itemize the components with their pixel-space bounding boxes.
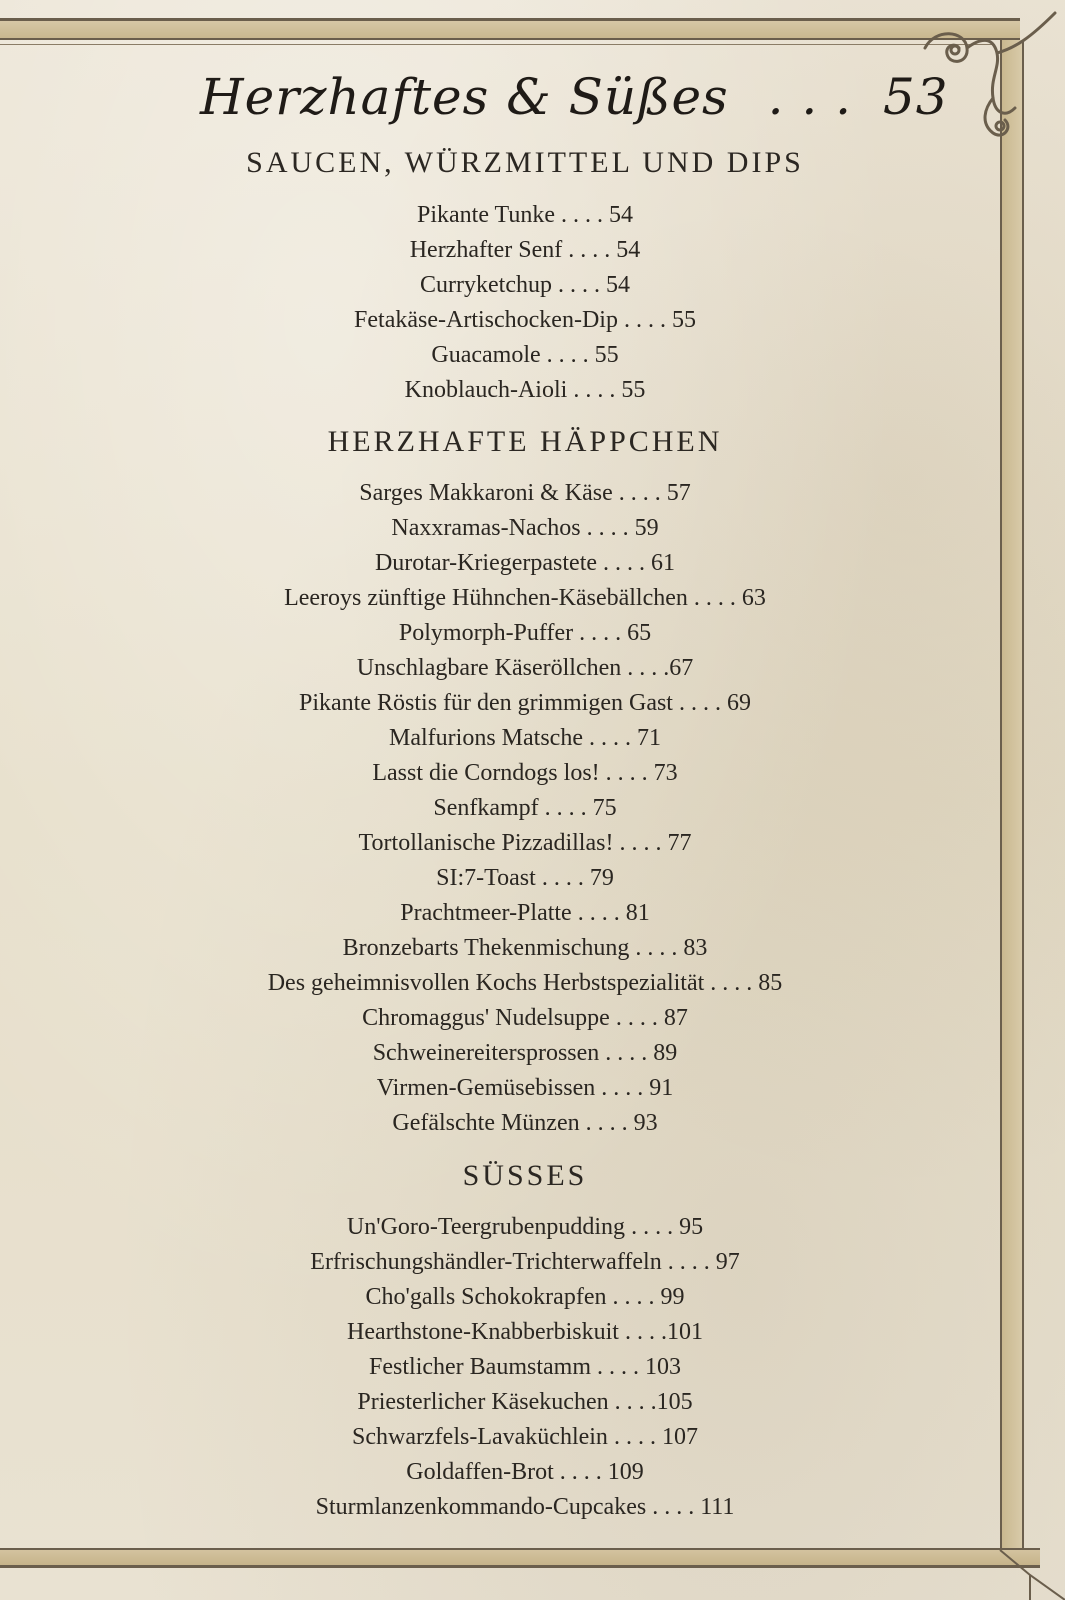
toc-entry-label: Malfurions Matsche <box>389 725 583 751</box>
toc-entry-label: Chromaggus' Nudelsuppe <box>362 1005 610 1031</box>
toc-entry-label: Hearthstone-Knabberbiskuit <box>347 1319 619 1345</box>
toc-entry-label: Sturmlanzenkommando-Cupcakes <box>315 1494 647 1520</box>
toc-entry[interactable] <box>0 1211 1050 1243</box>
toc-entry-separator: . . . . <box>538 795 593 821</box>
toc-entry[interactable] <box>0 792 1050 824</box>
toc-entry[interactable] <box>0 374 1050 406</box>
toc-entry-label: Erfrischungshändler-Trichterwaffeln <box>310 1249 662 1275</box>
toc-entry[interactable] <box>0 547 1050 579</box>
toc-entry-page: 81 <box>625 900 650 926</box>
toc-entry[interactable] <box>0 234 1050 266</box>
toc-entry[interactable] <box>0 199 1050 231</box>
toc-entry-label: SI:7-Toast <box>436 865 536 891</box>
toc-entry-page: 97 <box>715 1249 740 1275</box>
toc-entry-label: Cho'galls Schokokrapfen <box>365 1284 607 1310</box>
toc-entry-separator: . . . . <box>599 1040 654 1066</box>
toc-entry-separator: . . . . <box>582 725 637 751</box>
toc-entry-label: Knoblauch-Aioli <box>404 377 568 403</box>
toc-entry-label: Virmen-Gemüsebissen <box>376 1075 596 1101</box>
toc-entry-label: Festlicher Baumstamm <box>369 1354 591 1380</box>
toc-entry[interactable] <box>0 967 1050 999</box>
toc-entry-separator: . . . . <box>617 307 672 333</box>
toc-entry[interactable] <box>0 1351 1050 1383</box>
toc-entry-page: 55 <box>671 307 696 333</box>
toc-entry-separator: . . . . <box>555 202 610 228</box>
toc-entry-page: 107 <box>661 1424 698 1450</box>
toc-entry[interactable] <box>0 757 1050 789</box>
toc-entry[interactable] <box>0 1037 1050 1069</box>
toc-entry[interactable] <box>0 1072 1050 1104</box>
toc-entry-separator: . . . . <box>629 935 684 961</box>
toc-entry-label: Fetakäse-Artischocken-Dip <box>354 307 618 333</box>
toc-entry-separator: . . . . <box>562 237 617 263</box>
toc-entry-label: Sarges Makkaroni & Käse <box>359 480 613 506</box>
chapter-title-text: Herzhaftes & Süßes <box>200 68 729 126</box>
frame-bottom-border <box>0 1548 1040 1568</box>
toc-entry-label: Lasst die Corndogs los! <box>372 760 600 786</box>
toc-entry-separator: . . . . <box>553 1459 608 1485</box>
toc-entry-label: Polymorph-Puffer <box>398 620 574 646</box>
toc-entry[interactable] <box>0 269 1050 301</box>
toc-entry-page: 95 <box>679 1214 704 1240</box>
chapter-title <box>200 62 949 132</box>
toc-entry-separator: . . . . <box>540 342 595 368</box>
toc-entry-page: 65 <box>627 620 652 646</box>
section-heading: SÜSSES <box>462 1159 588 1192</box>
toc-entry-label: Senfkampf <box>433 795 539 821</box>
toc-entry[interactable] <box>0 1456 1050 1488</box>
toc-entry-separator: . . . . <box>672 690 727 716</box>
chapter-title-page: 53 <box>882 68 949 126</box>
toc-entry-page: 111 <box>700 1494 735 1520</box>
toc-entry-page: 57 <box>666 480 691 506</box>
toc-entry-separator: . . . . <box>609 1005 664 1031</box>
toc-entry-separator: . . . . <box>608 1389 657 1415</box>
toc-entry[interactable] <box>0 617 1050 649</box>
toc-entry-label: Des geheimnisvollen Kochs Herbstspezialität <box>267 970 705 996</box>
toc-entry-page: 54 <box>609 202 634 228</box>
toc-entry-separator: . . . . <box>535 865 590 891</box>
toc-entry-label: Schweinereitersprossen <box>372 1040 600 1066</box>
toc-entry-separator: . . . . <box>625 1214 680 1240</box>
toc-entry-label: Tortollanische Pizzadillas! <box>358 830 614 856</box>
toc-entry-separator: . . . . <box>606 1284 661 1310</box>
toc-entry-page: 71 <box>636 725 661 751</box>
toc-entry-page: 103 <box>644 1354 681 1380</box>
toc-entry-label: Schwarzfels-Lavaküchlein <box>352 1424 608 1450</box>
toc-entry[interactable] <box>0 862 1050 894</box>
toc-entry[interactable] <box>0 582 1050 614</box>
toc-entry-label: Prachtmeer-Platte <box>400 900 572 926</box>
toc-entry-separator: . . . . <box>573 620 628 646</box>
toc-entry[interactable] <box>0 1281 1050 1313</box>
toc-entry-separator: . . . . <box>551 272 606 298</box>
toc-entry-label: Goldaffen-Brot <box>406 1459 554 1485</box>
toc-entry-separator: . . . . <box>704 970 759 996</box>
toc-entry-label: Guacamole <box>431 342 541 368</box>
frame-top-border <box>0 18 1020 40</box>
toc-entry-page: 91 <box>649 1075 674 1101</box>
toc-entry-page: 61 <box>651 550 676 576</box>
toc-entry-page: 55 <box>621 377 646 403</box>
toc-entry[interactable] <box>0 1421 1050 1453</box>
toc-entry-separator: . . . . <box>571 900 626 926</box>
toc-entry-page: 101 <box>666 1319 703 1345</box>
toc-entry-separator: . . . . <box>580 515 635 541</box>
toc-entry[interactable] <box>0 1386 1050 1418</box>
toc-entry-page: 109 <box>607 1459 644 1485</box>
toc-entry-page: 99 <box>660 1284 685 1310</box>
toc-entry-page: 67 <box>669 655 694 681</box>
toc-entry-label: Naxxramas-Nachos <box>391 515 581 541</box>
toc-entry-separator: . . . . <box>621 655 670 681</box>
toc-entry[interactable] <box>0 1002 1050 1034</box>
toc-entry-separator: . . . . <box>597 550 652 576</box>
toc-entry-page: 55 <box>594 342 619 368</box>
toc-entry[interactable] <box>0 339 1050 371</box>
toc-entry-label: Curryketchup <box>420 272 552 298</box>
toc-entry-page: 54 <box>605 272 630 298</box>
toc-entry-label: Unschlagbare Käseröllchen <box>356 655 622 681</box>
toc-entry-page: 105 <box>656 1389 693 1415</box>
toc-entry-page: 77 <box>667 830 692 856</box>
toc-entry-page: 87 <box>663 1005 688 1031</box>
toc-entry[interactable] <box>0 652 1050 684</box>
chapter-title-dots: . . . <box>767 68 853 126</box>
toc-entry[interactable] <box>0 722 1050 754</box>
toc-entry[interactable] <box>0 1107 1050 1139</box>
toc-entry-separator: . . . . <box>567 377 622 403</box>
toc-entry-separator: . . . . <box>618 1319 667 1345</box>
toc-entry-label: Durotar-Kriegerpastete <box>374 550 598 576</box>
toc-entry-label: Priesterlicher Käsekuchen <box>357 1389 609 1415</box>
toc-entry-page: 93 <box>633 1110 658 1136</box>
toc-entry-separator: . . . . <box>646 1494 701 1520</box>
toc-entry-page: 75 <box>592 795 617 821</box>
toc-entry-label: Leeroys zünftige Hühnchen-Käsebällchen <box>284 585 688 611</box>
toc-entry-separator: . . . . <box>595 1075 650 1101</box>
toc-entry[interactable] <box>0 897 1050 929</box>
section-heading: SAUCEN, WÜRZMITTEL UND DIPS <box>246 146 804 179</box>
toc-entry-page: 54 <box>616 237 641 263</box>
toc-entry[interactable] <box>0 1491 1050 1523</box>
toc-entry-separator: . . . . <box>612 480 667 506</box>
toc-entry[interactable] <box>0 1316 1050 1348</box>
toc-entry-label: Un'Goro-Teergrubenpudding <box>346 1214 626 1240</box>
toc-entry[interactable] <box>0 477 1050 509</box>
section-heading: HERZHAFTE HÄPPCHEN <box>327 425 723 458</box>
toc-entry[interactable] <box>0 304 1050 336</box>
toc-entry-label: Herzhafter Senf <box>409 237 563 263</box>
toc-entry-label: Gefälschte Münzen <box>392 1110 580 1136</box>
toc-entry-separator: . . . . <box>599 760 654 786</box>
toc-entry[interactable] <box>0 512 1050 544</box>
toc-entry-separator: . . . . <box>579 1110 634 1136</box>
toc-entry-page: 59 <box>634 515 659 541</box>
toc-entry-separator: . . . . <box>661 1249 716 1275</box>
toc-entry[interactable] <box>0 932 1050 964</box>
frame-inner-line <box>0 44 994 45</box>
toc-entry-page: 63 <box>741 585 766 611</box>
toc-entry[interactable] <box>0 1246 1050 1278</box>
toc-entry[interactable] <box>0 687 1050 719</box>
toc-entry-label: Bronzebarts Thekenmischung <box>342 935 630 961</box>
toc-entry-page: 85 <box>758 970 783 996</box>
toc-entry-separator: . . . . <box>613 830 668 856</box>
toc-entry-label: Pikante Röstis für den grimmigen Gast <box>299 690 673 716</box>
toc-entry-separator: . . . . <box>687 585 742 611</box>
toc-entry-separator: . . . . <box>590 1354 645 1380</box>
toc-entry[interactable] <box>0 827 1050 859</box>
toc-entry-page: 69 <box>726 690 751 716</box>
toc-entry-page: 79 <box>589 865 614 891</box>
toc-entry-page: 89 <box>653 1040 678 1066</box>
corner-bracket-icon <box>990 1520 1065 1600</box>
toc-entry-separator: . . . . <box>607 1424 662 1450</box>
toc-entry-label: Pikante Tunke <box>416 202 556 228</box>
toc-entry-page: 83 <box>683 935 708 961</box>
toc-entry-page: 73 <box>653 760 678 786</box>
